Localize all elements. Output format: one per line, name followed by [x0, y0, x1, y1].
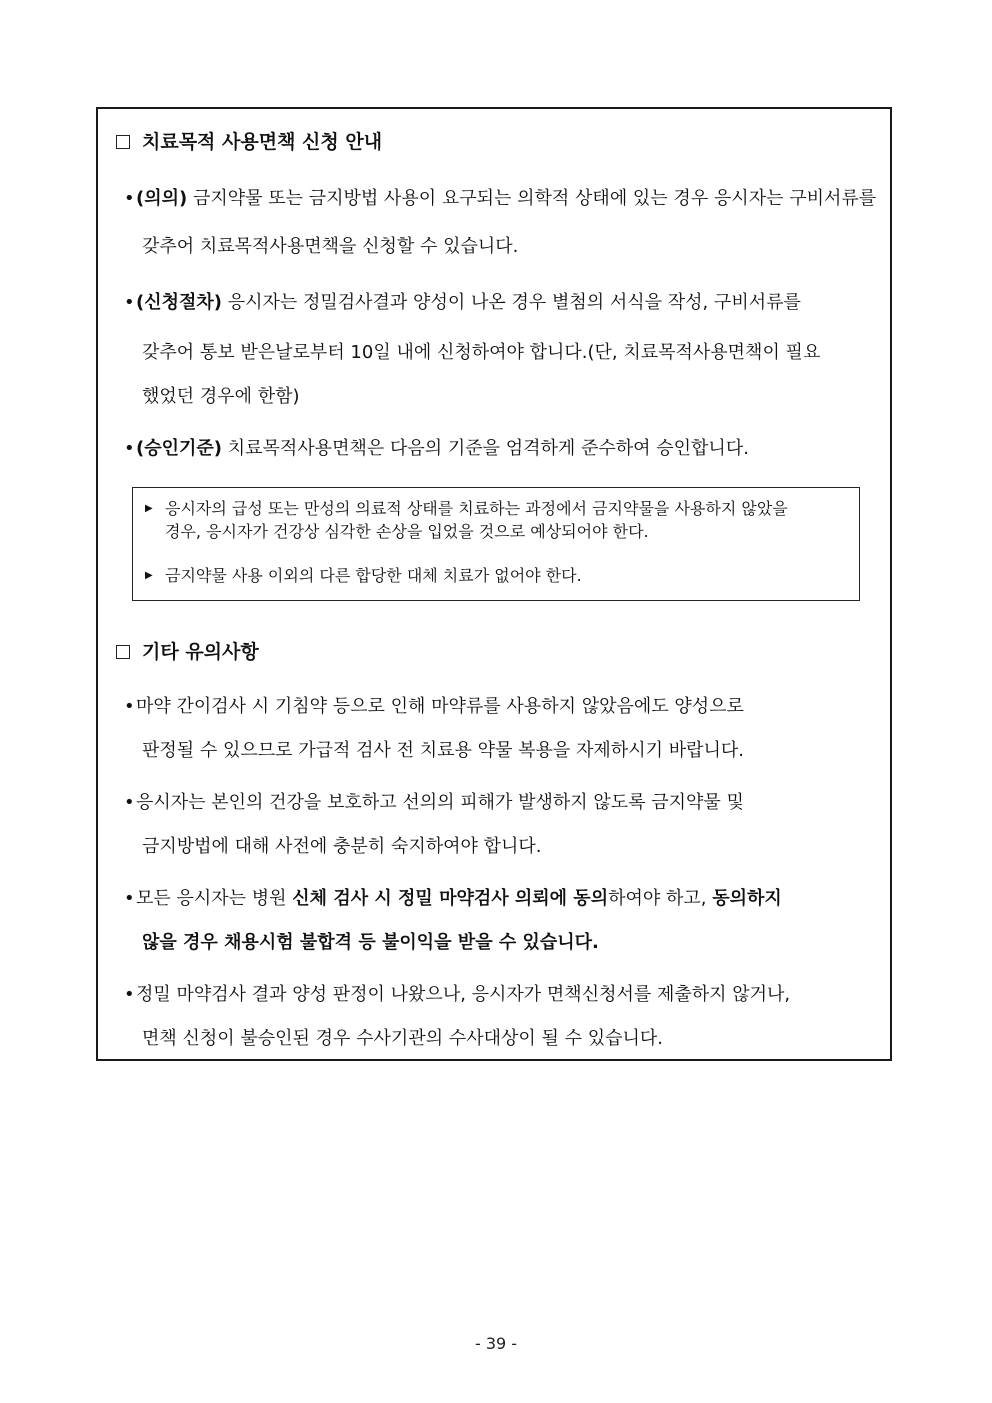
bullet-icon: •	[124, 888, 135, 909]
checkbox-icon	[116, 645, 130, 659]
item-label: (승인기준)	[136, 438, 223, 459]
page-number: - 39 -	[474, 1334, 518, 1353]
section-title-exemption	[116, 129, 382, 155]
triangle-bullet-icon: ▶	[145, 570, 153, 581]
section-title-text: 기타 유의사항	[142, 641, 259, 663]
triangle-bullet-icon: ▶	[145, 503, 153, 514]
bullet-icon: •	[124, 292, 135, 313]
item-label: (의의)	[136, 188, 188, 209]
bullet-icon: •	[124, 188, 135, 209]
notice-frame: 치료목적 사용면책 신청 안내 • (의의) 금지약물 또는 금지방법 사용이 요구되는 의학적 상태에 있는 경우 응시자는 구비서류를 갖추어 치료목적사용면책을 신청할 수 있습니다. • (신청절차) 응시자는 정밀검사결과 양성이 나온 경우 별첨의 서식을 작성, 구비서류를 갖추어 통보 받은날로부터 10일 내에 신청하여야 합니다.(단, 치료목적사용면책이 필요 했었던 경우에 한함) • (승인기준) 치료목적사용면책은 다음의 기준을 엄격하게 준수하여 승인합니다. ▶ 응시자의 급성 또는 만성의 의료적 상태를 치료하는 과정에서 금지약물을 사용하지 않았을 경우, 응시자가 건강상 심각한 손상을 입었을 것으로 예상되어야 한다. ▶ 금지약물 사용 이외의 다른 합당한 대체 치료가 없어야 한다. 기타 유의사항 • 마약 간이검사 시 기침약 등으로 인해 마약류를 사용하지 않았음에도 양성으로 판정될 수 있으므로 가급적 검사 전 치료용 약물 복용을 자제하시기 바랍니다. • 응시자는 본인의 건강을 보호하고 선의의 피해가 발생하지 않도록 금지약물 및 금지방법에 대해 사전에 충분히 숙지하여야 합니다. • 모든 응시자는 병원 신체 검사 시 정밀 마약검사 의뢰에 동의하여야 하고, 동의하지 않을 경우 채용시험 불합격 등 불이익을 받을 수 있습니다. • 정밀 마약검사 결과 양성 판정이 나왔으나, 응시자가 면책신청서를 제출하지 않거나, 면책 신청이 불승인된 경우 수사기관의 수사대상이 될 수 있습니다.	[96, 107, 892, 1061]
approval-criteria-box: ▶ 응시자의 급성 또는 만성의 의료적 상태를 치료하는 과정에서 금지약물을 사용하지 않았을 경우, 응시자가 건강상 심각한 손상을 입었을 것으로 예상되어야 한다. ▶ 금지약물 사용 이외의 다른 합당한 대체 치료가 없어야 한다.	[132, 487, 860, 601]
section-title-notes	[116, 639, 259, 665]
bullet-icon: •	[124, 696, 135, 717]
bullet-icon: •	[124, 792, 135, 813]
bullet-icon: •	[124, 438, 135, 459]
checkbox-icon	[116, 135, 130, 149]
bullet-icon: •	[124, 984, 135, 1005]
section-title-text: 치료목적 사용면책 신청 안내	[142, 131, 383, 153]
item-label: (신청절차)	[136, 292, 223, 313]
